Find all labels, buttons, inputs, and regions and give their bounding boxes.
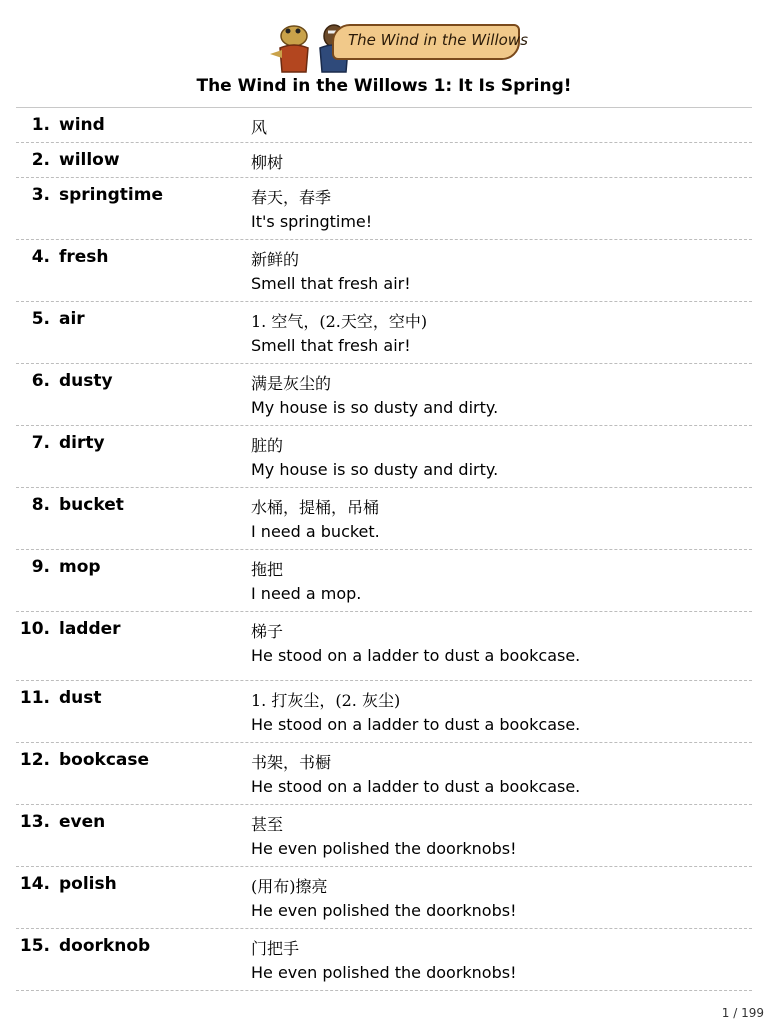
vocab-chinese: 水桶，提桶，吊桶 (251, 498, 380, 517)
vocab-row (16, 364, 752, 426)
vocab-word: willow (59, 150, 120, 170)
vocab-row (16, 612, 752, 681)
vocab-example: He even polished the doorknobs! (251, 963, 517, 982)
vocab-chinese: 1. 打灰尘，(2. 灰尘) (251, 691, 401, 710)
vocab-word: bucket (59, 495, 124, 515)
page-title: The Wind in the Willows 1: It Is Spring! (196, 76, 572, 96)
vocab-chinese: 拖把 (251, 560, 284, 579)
vocab-number: 12. (19, 750, 50, 770)
vocab-example: Smell that fresh air! (251, 336, 411, 355)
vocab-word: air (59, 309, 85, 329)
vocab-word: mop (59, 557, 101, 577)
vocab-row (16, 681, 752, 743)
vocab-word: dusty (59, 371, 113, 391)
vocab-chinese: 书架，书橱 (251, 753, 332, 772)
vocab-number: 11. (19, 688, 50, 708)
vocab-chinese: 风 (251, 118, 268, 137)
vocab-number: 2. (31, 150, 50, 170)
vocab-example: He even polished the doorknobs! (251, 901, 517, 920)
vocab-example: He stood on a ladder to dust a bookcase. (251, 715, 581, 734)
vocab-row (16, 240, 752, 302)
vocab-row (16, 178, 752, 240)
vocab-number: 13. (19, 812, 50, 832)
vocab-example: I need a mop. (251, 584, 362, 603)
vocab-word: dust (59, 688, 102, 708)
vocab-chinese: 甚至 (251, 815, 284, 834)
vocab-word: bookcase (59, 750, 150, 770)
vocab-example: My house is so dusty and dirty. (251, 460, 499, 479)
vocab-chinese: 柳树 (251, 153, 284, 172)
vocab-chinese: 新鲜的 (251, 250, 300, 269)
vocab-chinese: 门把手 (251, 939, 300, 958)
logo-text: The Wind in the Willows (348, 31, 528, 49)
vocab-number: 15. (19, 936, 50, 956)
vocab-example: He stood on a ladder to dust a bookcase. (251, 646, 581, 665)
vocab-number: 3. (31, 185, 50, 205)
vocab-chinese: 满是灰尘的 (251, 374, 332, 393)
vocab-row (16, 805, 752, 867)
vocab-chinese: 脏的 (251, 436, 284, 455)
vocab-row (16, 426, 752, 488)
vocab-chinese: 1. 空气，(2.天空，空中) (251, 312, 428, 331)
vocab-number: 5. (31, 309, 50, 329)
vocab-example: He even polished the doorknobs! (251, 839, 517, 858)
vocab-chinese: (用布)擦亮 (251, 877, 328, 896)
page-counter: 1 / 199 (721, 1006, 764, 1020)
vocab-example: My house is so dusty and dirty. (251, 398, 499, 417)
vocab-example: It's springtime! (251, 212, 373, 231)
vocab-number: 1. (31, 115, 50, 135)
vocab-row (16, 302, 752, 364)
vocab-row (16, 108, 752, 143)
vocab-number: 6. (31, 371, 50, 391)
vocab-chinese: 春天，春季 (251, 188, 332, 207)
vocab-word: fresh (59, 247, 109, 267)
book-logo (262, 14, 528, 74)
vocab-example: He stood on a ladder to dust a bookcase. (251, 777, 581, 796)
vocab-row (16, 143, 752, 178)
vocab-word: polish (59, 874, 117, 894)
vocab-word: doorknob (59, 936, 151, 956)
vocab-example: I need a bucket. (251, 522, 380, 541)
vocab-row (16, 867, 752, 929)
vocab-number: 9. (31, 557, 50, 577)
vocab-word: ladder (59, 619, 121, 639)
logo-banner (332, 24, 528, 60)
vocab-number: 14. (19, 874, 50, 894)
vocab-number: 4. (31, 247, 50, 267)
vocab-number: 10. (19, 619, 50, 639)
vocab-row (16, 488, 752, 550)
vocab-number: 7. (31, 433, 50, 453)
vocab-chinese: 梯子 (251, 622, 284, 641)
vocab-word: springtime (59, 185, 163, 205)
vocab-number: 8. (31, 495, 50, 515)
vocab-row (16, 743, 752, 805)
vocab-word: wind (59, 115, 105, 135)
vocab-word: dirty (59, 433, 105, 453)
vocab-example: Smell that fresh air! (251, 274, 411, 293)
vocab-row (16, 550, 752, 612)
vocab-row (16, 929, 752, 991)
vocabulary-list (16, 108, 752, 991)
vocab-word: even (59, 812, 106, 832)
